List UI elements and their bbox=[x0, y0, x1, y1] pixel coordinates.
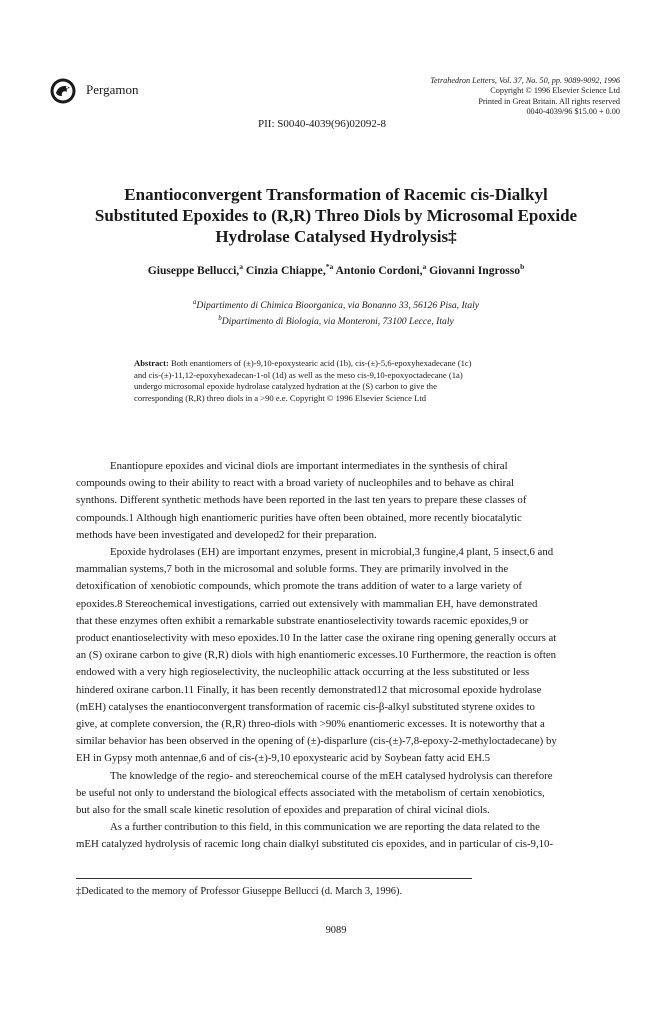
body-line: an (S) oxirane carbon to give (R,R) diols with high enantiomeric excesses.10 Furthermore, the reaction is often bbox=[76, 649, 557, 662]
author-mark: a bbox=[422, 262, 427, 271]
body-text bbox=[76, 458, 598, 854]
copyright-line: Copyright © 1996 Elsevier Science Ltd bbox=[490, 86, 620, 96]
abstract-line: and cis-(±)-11,12-epoxyhexadecan-1-ol (1d) as well as the meso cis-9,10-epoxyoctadecane (1a) bbox=[134, 369, 463, 380]
affiliation bbox=[40, 314, 632, 327]
body-line: detoxification of xenobiotic compounds, which promote the trans addition of water to a large variety of bbox=[76, 580, 522, 593]
body-line: but also for the small scale kinetic resolution of epoxides and preparation of chiral vicinal diols. bbox=[76, 804, 490, 817]
printed-line: Printed in Great Britain. All rights reserved bbox=[478, 96, 620, 106]
abstract-line bbox=[134, 358, 556, 370]
body-line: give, at complete conversion, the (R,R) threo-diols with >90% enantiomeric excesses. It is noteworthy that a bbox=[76, 718, 545, 731]
title-line: Substituted Epoxides to (R,R) Threo Diols by Microsomal Epoxide bbox=[94, 206, 578, 225]
body-line: mammalian systems,7 both in the microsomal and soluble forms. They are primarily involved in the bbox=[76, 563, 509, 576]
price-code: 0040-4039/96 $15.00 + 0.00 bbox=[526, 107, 620, 117]
page-number: 9089 bbox=[325, 925, 347, 936]
body-line: synthons. Different synthetic methods have been reported in the last ten years to prepare these classes of bbox=[76, 494, 527, 507]
paper-title bbox=[40, 184, 632, 247]
author-name: Giuseppe Bellucci, bbox=[147, 263, 240, 277]
body-line: compounds owing to their ability to react with a broad variety of nucleophiles and to behave as chiral bbox=[76, 477, 515, 490]
author-name: Giovanni Ingrosso bbox=[429, 263, 521, 277]
author-mark: b bbox=[520, 262, 525, 271]
affiliation bbox=[40, 298, 632, 311]
footnote-divider bbox=[76, 878, 472, 879]
body-line: compounds.1 Although high enantiomeric purities have often been obtained, more recently biocatalytic bbox=[76, 511, 522, 524]
pii-code: PII: S0040-4039(96)02092-8 bbox=[258, 118, 387, 130]
body-line: methods have been investigated and developed2 for their preparation. bbox=[76, 528, 377, 541]
author-mark: *a bbox=[325, 262, 334, 271]
body-line: (mEH) catalyses the enantioconvergent transformation of racemic cis-β-alkyl substituted styrene oxides to bbox=[76, 700, 535, 713]
pergamon-logo-icon bbox=[50, 78, 76, 104]
abstract bbox=[134, 358, 556, 404]
affiliation-mark: a bbox=[192, 298, 197, 306]
title-line: Hydrolase Catalysed Hydrolysis‡ bbox=[215, 227, 457, 246]
body-line: EH in Gypsy moth antennae,6 and of cis-(±)-9,10 epoxystearic acid by Soybean fatty acid EH.5 bbox=[76, 752, 490, 765]
body-line: product enantioselectivity with meso epoxides.10 In the latter case the oxirane ring opening generally occurs at bbox=[76, 632, 557, 645]
author-name: Cinzia Chiappe, bbox=[245, 263, 326, 277]
abstract-line: corresponding (R,R) threo diols in a >90 e.e. Copyright © 1996 Elsevier Science Ltd bbox=[134, 392, 427, 403]
publisher-name: Pergamon bbox=[86, 82, 139, 97]
body-line: similar behavior has been observed in the opening of (±)-disparlure (cis-(±)-7,8-epoxy-2-methyloctadecane) by bbox=[76, 735, 557, 748]
body-line: endowed with a very high regioselectivity, the nucleophilic attack occurring at the less substituted or less bbox=[76, 666, 530, 679]
journal-info bbox=[300, 76, 620, 118]
author-name: Antonio Cordoni, bbox=[335, 263, 423, 277]
body-line: Epoxide hydrolases (EH) are important enzymes, present in microbial,3 fungine,4 plant, 5 insect,6 and bbox=[110, 546, 554, 559]
body-line: be useful not only to understand the biological effects associated with the metabolism of certain xenobiotics, bbox=[76, 786, 545, 799]
abstract-label: Abstract: bbox=[134, 358, 169, 368]
body-line: hindered oxirane carbon.11 Finally, it has been recently demonstrated12 that microsomal epoxide hydrolase bbox=[76, 683, 542, 696]
body-line: epoxides.8 Stereochemical investigations, carried out extensively with mammalian EH, have demonstrated bbox=[76, 597, 538, 610]
affiliation-text: Dipartimento di Biologia, via Monteroni, 73100 Lecce, Italy bbox=[221, 316, 454, 328]
title-line: Enantioconvergent Transformation of Racemic cis-Dialkyl bbox=[124, 185, 548, 204]
footnote: ‡Dedicated to the memory of Professor Giuseppe Bellucci (d. March 3, 1996). bbox=[76, 886, 403, 897]
body-line: Enantiopure epoxides and vicinal diols are important intermediates in the synthesis of chiral bbox=[110, 460, 508, 472]
abstract-text: Both enantiomers of (±)-9,10-epoxystearic acid (1b), cis-(±)-5,6-epoxyhexadecane (1c) bbox=[171, 358, 472, 368]
affiliation-mark: b bbox=[218, 314, 222, 322]
body-line: that these enzymes often exhibit a remarkable substrate enantioselectivity towards racemic epoxides,9 or bbox=[76, 614, 529, 627]
body-line: The knowledge of the regio- and stereochemical course of the mEH catalysed hydrolysis can therefore bbox=[110, 769, 553, 782]
affiliation-text: Dipartimento di Chimica Bioorganica, via Bonanno 33, 56126 Pisa, Italy bbox=[196, 300, 480, 312]
body-line: mEH catalyzed hydrolysis of racemic long chain dialkyl substituted cis epoxides, and in particular of cis-9,10- bbox=[76, 838, 554, 851]
body-line: As a further contribution to this field, in this communication we are reporting the data related to the bbox=[110, 821, 540, 834]
author-mark: a bbox=[239, 262, 243, 271]
abstract-line: undergo microsomal epoxide hydrolase catalyzed hydration at the (S) carbon to give the bbox=[134, 381, 437, 392]
author-list bbox=[40, 262, 632, 277]
journal-citation: Tetrahedron Letters, Vol. 37, No. 50, pp. 9089-9092, 1996 bbox=[430, 76, 620, 85]
